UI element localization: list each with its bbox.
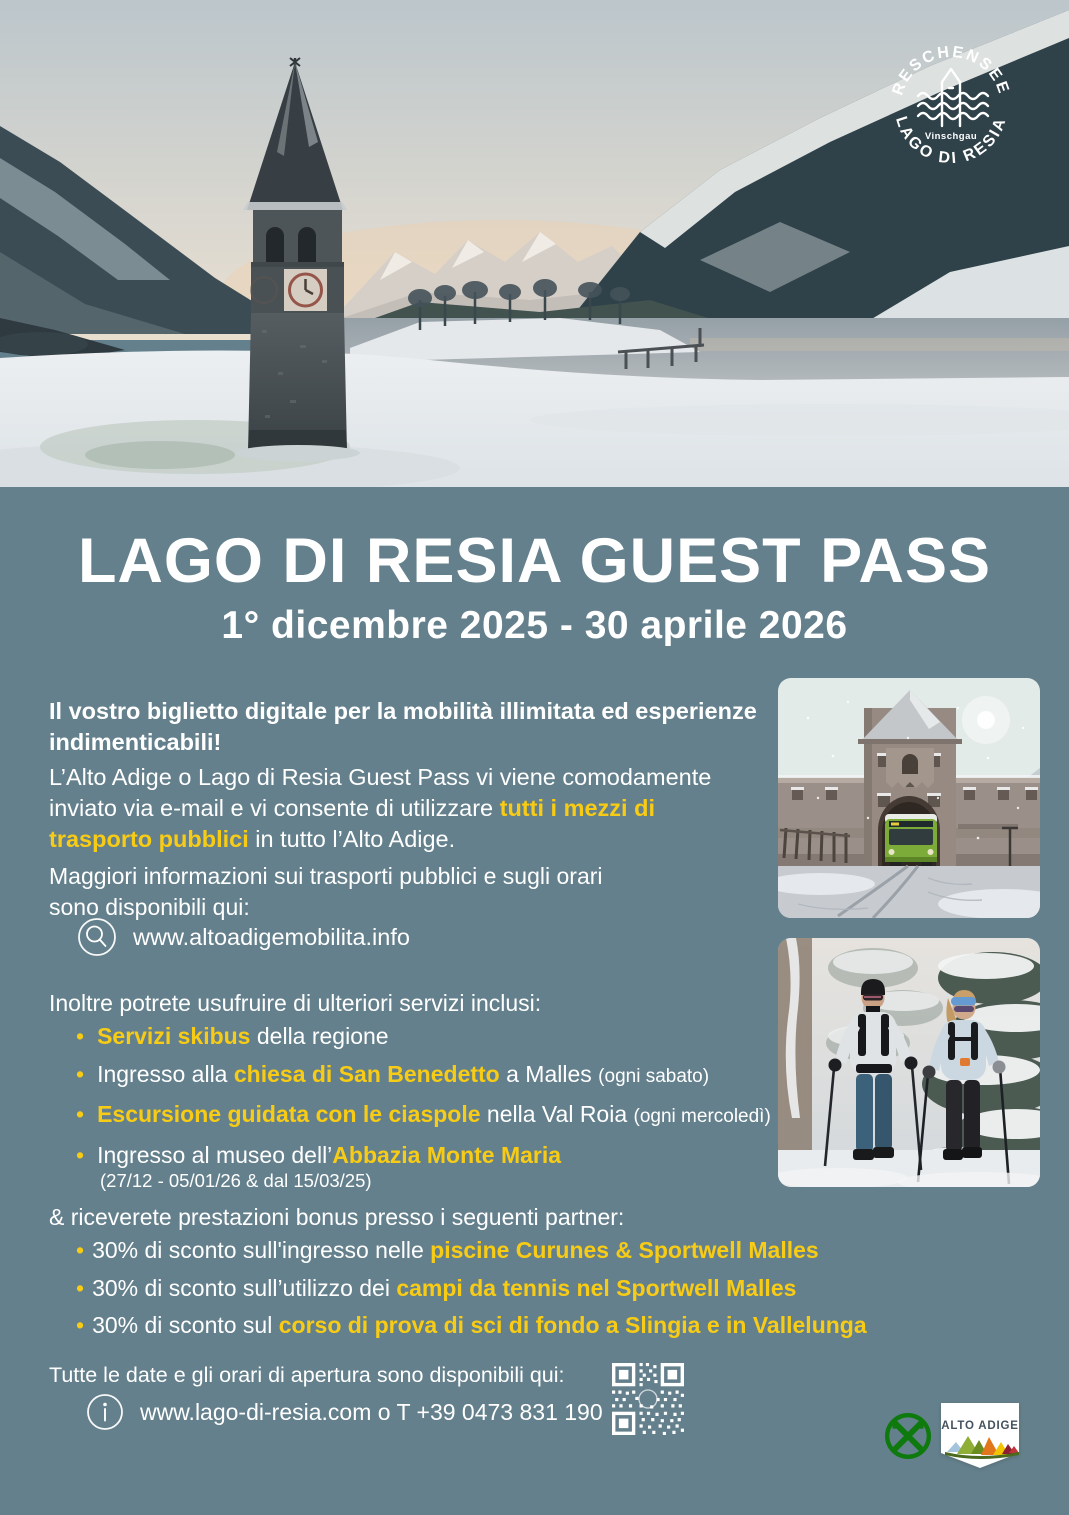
service-item-abbazia-dates: (27/12 - 05/01/26 & dal 15/03/25) — [100, 1170, 372, 1191]
logo-arc-top-text: RESCHENSEE — [889, 43, 1013, 98]
alto-adige-label: ALTO ADIGE — [941, 1420, 1019, 1432]
services-list — [76, 1021, 771, 1198]
bullet-icon: • — [76, 1141, 85, 1168]
photo-castle-gate-bus — [778, 678, 1040, 918]
mobility-link[interactable]: www.altoadigemobilita.info — [133, 923, 410, 950]
partner-item-tennis: • 30% di sconto sull’utilizzo dei campi da tennis nel Sportwell Malles — [76, 1274, 797, 1301]
mobility-link-row — [77, 917, 410, 957]
bullet-icon: • — [76, 1023, 85, 1049]
validity-dates: 1° dicembre 2025 - 30 aprile 2026 — [221, 604, 848, 647]
service-item-ciaspole: • Escursione guidata con le ciaspole nella Val Roia (ogni mercoledì) — [76, 1101, 771, 1127]
partners-list — [76, 1235, 867, 1348]
bullet-icon: • — [76, 1237, 85, 1263]
bullet-icon: • — [76, 1312, 85, 1338]
logo-subtitle: Vinschgau — [924, 131, 978, 142]
service-item-skibus: • Servizi skibus della regione — [76, 1023, 389, 1049]
partner-item-piscine: • 30% di sconto sull'ingresso nelle piscine Curunes & Sportwell Malles — [76, 1237, 819, 1263]
alto-adige-logo — [938, 1401, 1022, 1473]
bullet-icon: • — [76, 1101, 85, 1127]
reschensee-logo — [880, 36, 1022, 178]
service-item-chiesa: • Ingresso alla chiesa di San Benedetto a Malles (ogni sabato) — [76, 1060, 710, 1087]
intro-text-before: L’Alto Adige o Lago di Resia Guest Pass vi viene comodamente inviato via e-mail e vi consente di utilizzare — [49, 764, 712, 821]
bullet-icon: • — [76, 1274, 85, 1301]
service-item-abbazia: • Ingresso al museo dell’Abbazia Monte Maria (27/12 - 05/01/26 & dal 15/03/25) — [76, 1140, 771, 1192]
photo-ski-tourers — [778, 938, 1040, 1187]
info-icon — [86, 1393, 124, 1431]
logo-arc-bottom-text: LAGO DI RESIA — [892, 114, 1011, 168]
search-icon — [77, 917, 117, 957]
footer-heading: Tutte le date e gli orari di apertura sono disponibili qui: — [49, 1363, 565, 1387]
services-heading: Inoltre potrete usufruire di ulteriori servizi inclusi: — [49, 990, 542, 1016]
website-phone-link[interactable]: www.lago-di-resia.com o T +39 0473 831 190 — [140, 1398, 603, 1425]
green-bus — [885, 814, 937, 866]
partner-item-sci-fondo: • 30% di sconto sul corso di prova di sci di fondo a Slingia e in Vallelunga — [76, 1312, 867, 1338]
bullet-icon: • — [76, 1060, 85, 1087]
footer-link-row — [86, 1393, 603, 1431]
intro-text-after: in tutto l’Alto Adige. — [248, 826, 456, 852]
transport-note: Maggiori informazioni sui trasporti pubblici e sugli orari sono disponibili qui: — [49, 863, 603, 920]
hero-photo — [0, 0, 1069, 487]
page-title: LAGO DI RESIA GUEST PASS — [77, 526, 992, 596]
bell-tower-in-waves-icon — [918, 69, 988, 126]
raiffeisen-logo — [883, 1411, 933, 1461]
intro-lead: Il vostro biglietto digitale per la mobilità illimitata ed esperienze indimenticabili! — [49, 698, 757, 755]
qr-code[interactable] — [612, 1363, 684, 1435]
partners-heading: & riceverete prestazioni bonus presso i seguenti partner: — [49, 1204, 625, 1230]
intro-highlight: tutti i mezzi di trasporto pubblici — [49, 795, 655, 852]
intro-paragraph — [49, 762, 763, 855]
